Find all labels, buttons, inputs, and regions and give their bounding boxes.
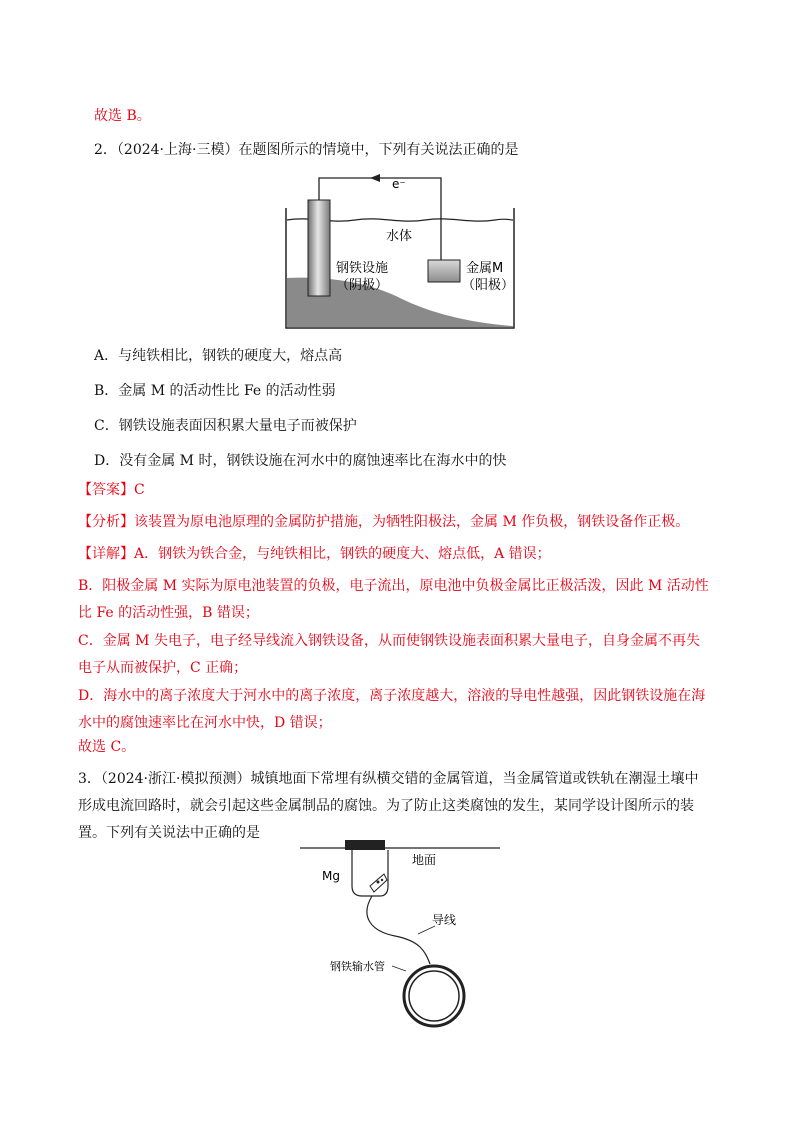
ground-label: 地面 bbox=[412, 853, 437, 867]
q2-option-a: A．与纯铁相比，钢铁的硬度大，熔点高 bbox=[94, 348, 343, 364]
q2-detail-c: C．金属 M 失电子，电子经导线流入钢铁设备，从而使钢铁设施表面积累大量电子，自身金属不再失电子从而被保护，C 正确； bbox=[78, 633, 700, 676]
q3-number: 3． bbox=[78, 771, 101, 787]
metal-label-1: 金属M bbox=[466, 261, 504, 276]
q3-stem bbox=[78, 766, 712, 847]
electron-arrow-icon bbox=[370, 174, 380, 182]
q3-stem-text: 城镇地面下常埋有纵横交错的金属管道，当金属管道或铁轨在潮湿土壤中形成电流回路时，就会引起这些金属制品的腐蚀。为了防止这类腐蚀的发生，某同学设计图所示的装置。下列有关说法中正确的是 bbox=[78, 771, 699, 841]
mg-cap bbox=[345, 840, 385, 850]
q2-option-d: D．没有金属 M 时，钢铁设施在河水中的腐蚀速率比在海水中的快 bbox=[94, 453, 507, 469]
q2-source: （2024·上海·三模） bbox=[116, 142, 239, 158]
prev-conclusion: 故选 B。 bbox=[94, 108, 151, 124]
q2-option-c: C．钢铁设施表面因积累大量电子而被保护 bbox=[94, 418, 357, 434]
q2-stem-line bbox=[94, 140, 518, 160]
steel-label-2: （阴极） bbox=[336, 278, 389, 293]
steel-label-1: 钢铁设施 bbox=[336, 261, 389, 276]
pipe-outer bbox=[404, 966, 464, 1026]
mg-label: Mg bbox=[322, 869, 340, 883]
q2-detail-b: B．阳极金属 M 实际为原电池装置的负极，电子流出，原电池中负极金属比正极活泼，因此 M 活动性比 Fe 的活动性强，B 错误； bbox=[78, 578, 709, 621]
q2-number: 2． bbox=[94, 142, 117, 158]
wire-q3 bbox=[367, 896, 430, 964]
q2-stem: 在题图所示的情境中，下列有关说法正确的是 bbox=[238, 142, 519, 158]
q2-analysis: 【分析】该装置为原电池原理的金属防护措施，为牺牲阳极法，金属 M 作负极，钢铁设备作正极。 bbox=[78, 514, 690, 530]
q2-detail-a: 【详解】A．钢铁为铁合金，与纯铁相比，钢铁的硬度大、熔点低，A 错误； bbox=[78, 546, 551, 562]
steel-structure bbox=[308, 200, 330, 296]
q2-conclusion: 故选 C。 bbox=[78, 739, 136, 755]
pipe-inner bbox=[409, 971, 459, 1021]
q3-source: （2024·浙江·模拟预测） bbox=[100, 771, 251, 787]
q2-option-b: B．金属 M 的活动性比 Fe 的活动性弱 bbox=[94, 383, 336, 399]
electron-label: e⁻ bbox=[392, 177, 406, 191]
metal-m-block bbox=[428, 260, 460, 282]
water-label: 水体 bbox=[386, 229, 413, 244]
wire-label: 导线 bbox=[432, 913, 457, 927]
pipe-label: 钢铁输水管 bbox=[330, 960, 385, 973]
q2-answer: 【答案】C bbox=[78, 482, 145, 498]
q3-figure bbox=[300, 836, 500, 1034]
metal-label-2: （阳极） bbox=[462, 278, 515, 293]
mg-container bbox=[352, 850, 388, 896]
q2-detail-d: D．海水中的离子浓度大于河水中的离子浓度，离子浓度越大，溶液的导电性越强，因此钢铁设施在海水中的腐蚀速率比在河水中快，D 错误； bbox=[78, 688, 706, 731]
q2-figure bbox=[270, 168, 520, 334]
